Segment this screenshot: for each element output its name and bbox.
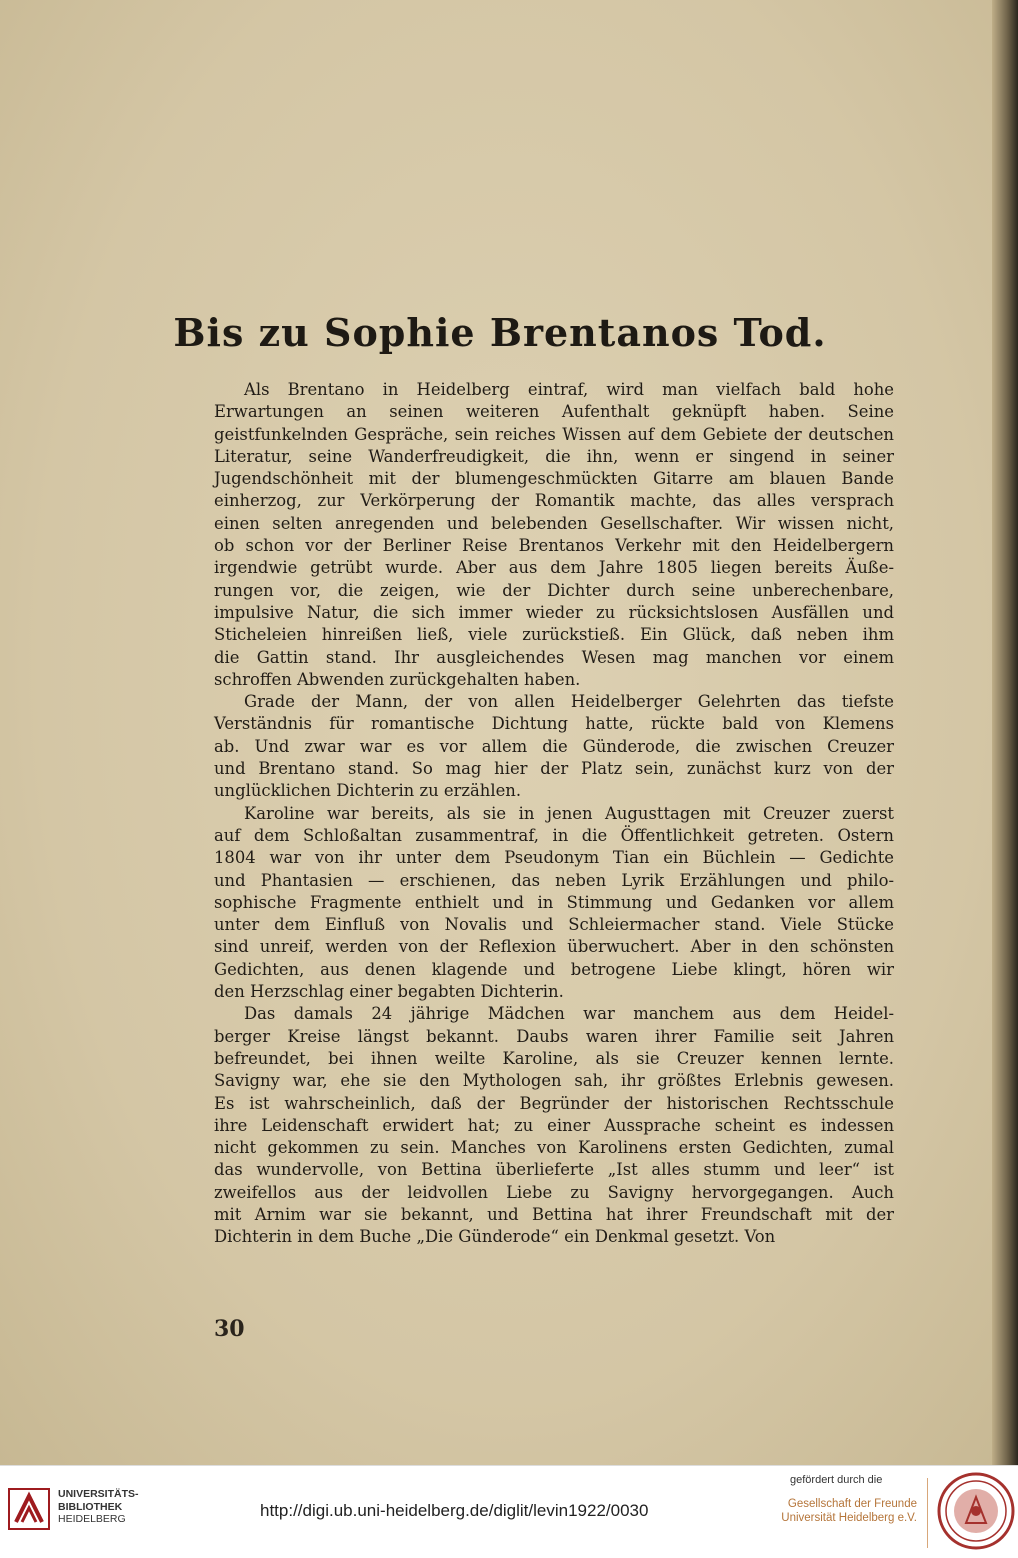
university-seal-icon bbox=[936, 1471, 1016, 1551]
text-line: zweifellos aus der leidvollen Liebe zu Savigny hervorgegangen. Auch bbox=[214, 1182, 894, 1202]
text-line: ob schon vor der Berliner Reise Brentanos Verkehr mit den Heidelbergern bbox=[214, 536, 894, 556]
text-line: befreundet, bei ihnen weilte Karoline, als sie Creuzer kennen lernte. bbox=[214, 1048, 894, 1068]
sponsor-name-line2: Universität Heidelberg e.V. bbox=[781, 1512, 917, 1524]
text-line: Verständnis für romantische Dichtung hatte, rückte bald von Klemens bbox=[214, 714, 894, 734]
library-name bbox=[58, 1488, 139, 1526]
text-line: auf dem Schloßaltan zusammentraf, in die Öffentlichkeit getreten. Ostern bbox=[214, 825, 894, 845]
text-line: den Herzschlag einer begabten Dichterin. bbox=[214, 982, 564, 1002]
paragraph bbox=[214, 1003, 894, 1248]
text-line: schroffen Abwenden zurückgehalten haben. bbox=[214, 669, 581, 689]
text-line: Jugendschönheit mit der blumengeschmückten Gitarre am blauen Bande bbox=[214, 469, 894, 489]
paragraph bbox=[214, 691, 894, 802]
text-line: unglücklichen Dichterin zu erzählen. bbox=[214, 781, 522, 801]
library-name-line3: HEIDELBERG bbox=[58, 1513, 126, 1525]
sponsor-name bbox=[775, 1497, 917, 1525]
paragraph bbox=[214, 379, 894, 691]
library-name-line1: UNIVERSITÄTS- bbox=[58, 1488, 139, 1500]
page-number: 30 bbox=[214, 1316, 245, 1342]
text-line: die Gattin stand. Ihr ausgleichendes Wesen mag manchen vor einem bbox=[214, 647, 894, 667]
text-line: geistfunkelnden Gespräche, sein reiches Wissen auf dem Gebiete der deutschen bbox=[214, 424, 894, 444]
paragraph bbox=[214, 803, 894, 1004]
text-line: ab. Und zwar war es vor allem die Günderode, die zwischen Creuzer bbox=[214, 736, 894, 756]
text-line: Karoline war bereits, als sie in jenen Augusttagen mit Creuzer zuerst bbox=[244, 803, 894, 823]
text-line: rungen vor, die zeigen, wie der Dichter durch seine unberechenbare, bbox=[214, 580, 894, 600]
body-text bbox=[214, 379, 894, 1249]
sponsor-caption: gefördert durch die bbox=[790, 1474, 883, 1486]
text-line: Dichterin in dem Buche „Die Günderode“ ein Denkmal gesetzt. Von bbox=[214, 1227, 776, 1247]
sponsor-name-line1: Gesellschaft der Freunde bbox=[787, 1498, 917, 1510]
text-line: und Phantasien — erschienen, das neben Lyrik Erzählungen und philo- bbox=[214, 870, 894, 890]
text-line: Das damals 24 jährige Mädchen war manchem aus dem Heidel- bbox=[244, 1004, 894, 1024]
text-line: irgendwie getrübt wurde. Aber aus dem Jahre 1805 liegen bereits Äuße- bbox=[214, 558, 894, 578]
text-line: Erwartungen an seinen weiteren Aufenthalt geknüpft haben. Seine bbox=[214, 402, 894, 422]
text-line: Savigny war, ehe sie den Mythologen sah, ihr größtes Erlebnis gewesen. bbox=[214, 1071, 894, 1091]
text-line: mit Arnim war sie bekannt, und Bettina hat ihrer Freundschaft mit der bbox=[214, 1204, 894, 1224]
text-line: das wundervolle, von Bettina überlieferte „Ist alles stumm und leer“ ist bbox=[214, 1160, 894, 1180]
text-line: Sticheleien hinreißen ließ, viele zurückstieß. Ein Glück, daß neben ihm bbox=[214, 625, 894, 645]
text-line: ihre Leidenschaft erwidert hat; zu einer Aussprache scheint es indessen bbox=[214, 1115, 894, 1135]
text-line: Als Brentano in Heidelberg eintraf, wird man vielfach bald hohe bbox=[244, 380, 894, 399]
footer-bar bbox=[0, 1465, 1018, 1558]
book-gutter-shadow bbox=[992, 0, 1018, 1465]
text-line: sophische Fragmente enthielt und in Stimmung und Gedanken vor allem bbox=[214, 892, 894, 912]
text-line: impulsive Natur, die sich immer wieder zu rücksichtslosen Ausfällen und bbox=[214, 602, 894, 622]
text-line: sind unreif, werden von der Reflexion überwuchert. Aber in den schönsten bbox=[214, 937, 894, 957]
permalink-url[interactable]: http://digi.ub.uni-heidelberg.de/diglit/levin1922/0030 bbox=[260, 1501, 649, 1520]
text-line: einen selten anregenden und belebenden Gesellschafter. Wir wissen nicht, bbox=[214, 513, 894, 533]
text-line: Grade der Mann, der von allen Heidelberger Gelehrten das tiefste bbox=[244, 692, 894, 712]
text-line: und Brentano stand. So mag hier der Platz sein, zunächst kurz von der bbox=[214, 759, 894, 779]
text-line: einherzog, zur Verkörperung der Romantik machte, das alles versprach bbox=[214, 491, 894, 511]
text-line: unter dem Einfluß von Novalis und Schleiermacher stand. Viele Stücke bbox=[214, 915, 894, 935]
library-logo-icon bbox=[8, 1488, 50, 1530]
text-line: nicht gekommen zu sein. Manches von Karolinens ersten Gedichten, zumal bbox=[214, 1138, 894, 1158]
sponsor-divider bbox=[927, 1478, 928, 1548]
text-line: 1804 war von ihr unter dem Pseudonym Tian ein Büchlein — Gedichte bbox=[214, 848, 894, 868]
text-line: berger Kreise längst bekannt. Daubs waren ihrer Familie seit Jahren bbox=[214, 1026, 894, 1046]
text-line: Gedichten, aus denen klagende und betrogene Liebe klingt, hören wir bbox=[214, 959, 894, 979]
library-name-line2: BIBLIOTHEK bbox=[58, 1500, 123, 1513]
text-line: Es ist wahrscheinlich, daß der Begründer der historischen Rechtsschule bbox=[214, 1093, 894, 1113]
chapter-title: Bis zu Sophie Brentanos Tod. bbox=[173, 310, 827, 355]
text-line: Literatur, seine Wanderfreudigkeit, die ihn, wenn er singend in seiner bbox=[214, 446, 894, 466]
